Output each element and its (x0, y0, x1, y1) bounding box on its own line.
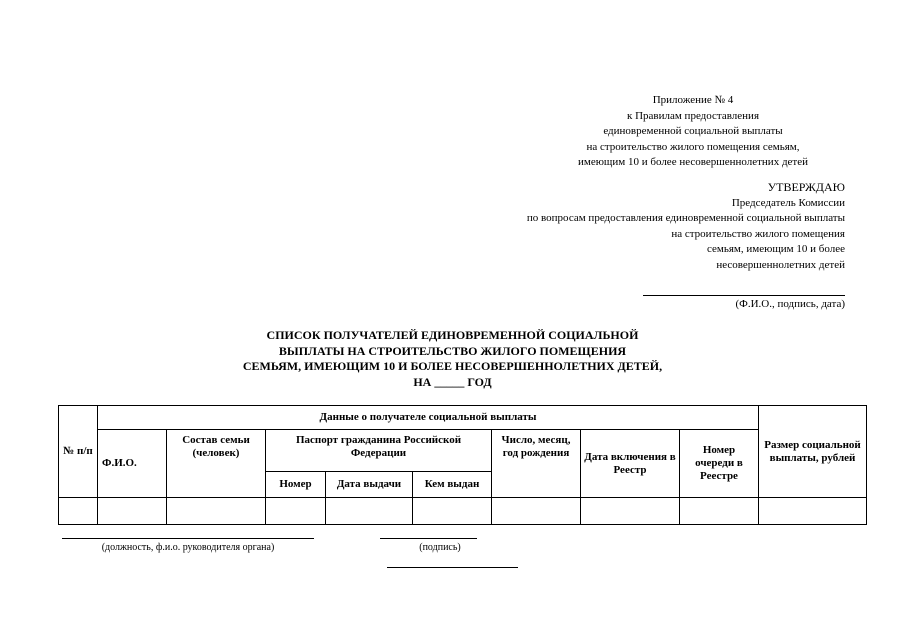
header-passport-date: Дата выдачи (326, 472, 413, 498)
title-line: СЕМЬЯМ, ИМЕЮЩИМ 10 И БОЛЕЕ НЕСОВЕРШЕННОЛЕТНИХ ДЕТЕЙ, (242, 359, 663, 373)
approval-line: семьям, имеющим 10 и более (706, 243, 845, 255)
header-row-number: № п/п (59, 406, 98, 498)
table-cell-empty (680, 498, 759, 525)
position-signature-line (62, 538, 314, 539)
table-cell-empty (167, 498, 266, 525)
title-line: СПИСОК ПОЛУЧАТЕЛЕЙ ЕДИНОВРЕМЕННОЙ СОЦИАЛЬНОЙ (266, 328, 639, 342)
title-line: НА _____ ГОД (413, 374, 492, 389)
approval-heading: УТВЕРЖДАЮ (767, 180, 845, 194)
recipients-table (58, 405, 867, 525)
table-cell-empty (326, 498, 413, 525)
approval-signature-line (643, 295, 845, 296)
appendix-line: имеющим 10 и более несовершеннолетних детей (577, 156, 809, 168)
appendix-line: на строительство жилого помещения семьям, (586, 140, 800, 153)
header-birth-date: Число, месяц, год рождения (492, 430, 581, 498)
appendix-block (540, 93, 846, 171)
signature-caption: (подпись) (419, 542, 461, 553)
table-cell-empty (759, 498, 867, 525)
table-cell-empty (413, 498, 492, 525)
position-caption: (должность, ф.и.о. руководителя органа) (101, 542, 275, 553)
header-payment-amount: Размер социальной выплаты, рублей (759, 406, 867, 498)
header-fio: Ф.И.О. (98, 430, 167, 498)
header-recipient-data: Данные о получателе социальной выплаты (98, 406, 759, 430)
approval-block (460, 180, 845, 273)
approval-line: на строительство жилого помещения (671, 227, 845, 240)
approval-line: по вопросам предоставления единовременной социальной выплаты (526, 212, 845, 224)
header-passport: Паспорт гражданина Российской Федерации (266, 430, 492, 472)
header-inclusion-date: Дата включения в Реестр (581, 430, 680, 498)
title-line: ВЫПЛАТЫ НА СТРОИТЕЛЬСТВО ЖИЛОГО ПОМЕЩЕНИЯ (278, 343, 627, 358)
approval-line: несовершеннолетних детей (716, 258, 845, 271)
approval-line: Председатель Комиссии (731, 196, 845, 209)
header-passport-number: Номер (266, 472, 326, 498)
extra-signature-line (387, 567, 518, 568)
header-family-size: Состав семьи (человек) (167, 430, 266, 498)
table-cell-empty (59, 498, 98, 525)
table-cell-empty (581, 498, 680, 525)
document-title (180, 328, 725, 390)
appendix-line: к Правилам предоставления (626, 109, 760, 122)
table-cell-empty (266, 498, 326, 525)
appendix-line: Приложение № 4 (652, 94, 734, 106)
signature-line (380, 538, 477, 539)
approval-signature-caption: (Ф.И.О., подпись, дата) (735, 298, 845, 310)
appendix-line: единовременной социальной выплаты (603, 125, 783, 137)
header-queue-number: Номер очереди в Реестре (680, 430, 759, 498)
table-cell-empty (98, 498, 167, 525)
header-passport-issuer: Кем выдан (413, 472, 492, 498)
table-cell-empty (492, 498, 581, 525)
